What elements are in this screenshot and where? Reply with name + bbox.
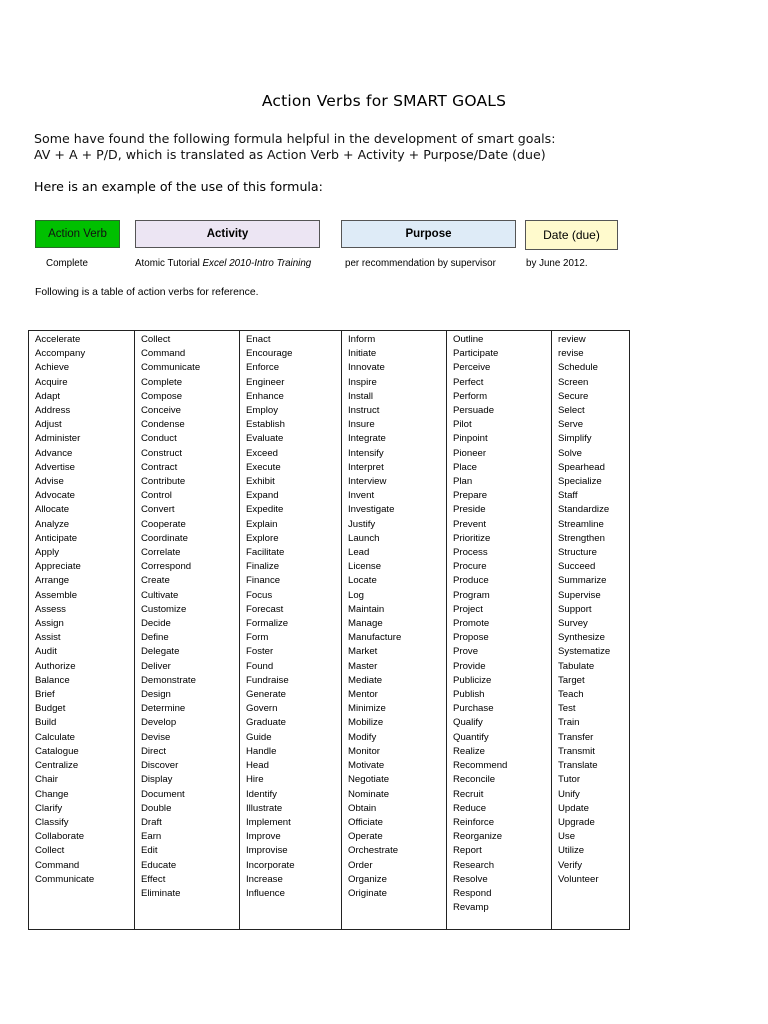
verb-item: Delegate (141, 646, 180, 658)
verb-item: Cooperate (141, 518, 186, 530)
intro-line-3: Here is an example of the use of this formula: (34, 179, 323, 194)
verb-item: Innovate (348, 362, 385, 374)
verb-item: Exceed (246, 447, 278, 459)
verb-item: Audit (35, 646, 57, 658)
verb-item: Support (558, 603, 592, 615)
verb-item: Edit (141, 845, 158, 857)
verb-item: Construct (141, 447, 183, 459)
verb-item: Coordinate (141, 532, 188, 544)
verb-item: Employ (246, 405, 278, 417)
verb-item: Educate (141, 859, 177, 871)
verb-item: Outline (453, 334, 484, 345)
verb-item: Instruct (348, 405, 380, 417)
verb-column-2 (135, 331, 240, 929)
verb-item: Expand (246, 490, 279, 502)
verb-item: Integrate (348, 433, 386, 445)
verb-item: Assess (35, 603, 66, 615)
verb-item: Command (35, 859, 80, 871)
verb-item: License (348, 561, 382, 573)
verb-item: Reconcile (453, 774, 496, 786)
verb-column-4 (342, 331, 447, 929)
verb-item: Facilitate (246, 547, 285, 559)
verb-item: Pioneer (453, 447, 487, 459)
verb-item: Appreciate (35, 561, 81, 573)
verb-item: Standardize (558, 504, 610, 516)
verb-item: Target (558, 674, 585, 686)
verb-item: Survey (558, 618, 588, 630)
verb-item: Reinforce (453, 816, 495, 828)
verb-item: Increase (246, 873, 283, 885)
verb-item: Improve (246, 831, 281, 843)
verb-item: Complete (141, 376, 183, 388)
verb-item: Generate (246, 689, 287, 701)
verb-item: Demonstrate (141, 674, 196, 686)
verb-item: Condense (141, 419, 185, 431)
verb-item: Draft (141, 816, 162, 828)
verb-item: Investigate (348, 504, 395, 516)
verb-item: Forecast (246, 603, 284, 615)
verb-item: Prioritize (453, 532, 491, 544)
intro-text (34, 131, 555, 163)
verb-item: Log (348, 589, 365, 601)
table-intro: Following is a table of action verbs for reference. (35, 287, 259, 298)
verb-item: Process (453, 547, 488, 559)
verb-item: Supervise (558, 589, 601, 601)
verb-item: review (558, 334, 586, 345)
verb-item: Collect (141, 334, 171, 345)
verb-item: Collaborate (35, 831, 85, 843)
verb-item: Officiate (348, 816, 384, 828)
action-verb-box: Action Verb (35, 220, 120, 248)
verb-item: Conduct (141, 433, 177, 445)
verb-item: Define (141, 632, 169, 644)
verb-item: Test (558, 703, 576, 715)
verb-item: Publish (453, 689, 485, 701)
verb-item: Enact (246, 334, 271, 345)
verb-item: Place (453, 461, 477, 473)
verb-item: Research (453, 859, 495, 871)
verb-item: Monitor (348, 745, 380, 757)
verb-item: Nominate (348, 788, 390, 800)
verb-item: Plan (453, 476, 473, 488)
verb-item: Document (141, 788, 185, 800)
verb-item: Tutor (558, 774, 581, 786)
verb-item: Display (141, 774, 173, 786)
verb-item: Improvise (246, 845, 288, 857)
verb-item: Assemble (35, 589, 78, 601)
verb-item: Realize (453, 745, 485, 757)
verb-item: Modify (348, 731, 377, 743)
verb-item: Program (453, 589, 490, 601)
verb-column-3 (240, 331, 342, 929)
verb-item: Qualify (453, 717, 483, 729)
action-verbs-table (28, 330, 630, 930)
verb-item: Serve (558, 419, 584, 431)
verb-item: Expedite (246, 504, 284, 516)
verb-item: Train (558, 717, 580, 729)
verb-item: Determine (141, 703, 186, 715)
verb-item: Lead (348, 547, 370, 559)
verb-item: Encourage (246, 348, 293, 360)
verb-item: Prepare (453, 490, 488, 502)
verb-item: Correlate (141, 547, 181, 559)
verb-item: Transfer (558, 731, 594, 743)
verb-item: Upgrade (558, 816, 595, 828)
verb-item: Market (348, 646, 378, 658)
verb-item: Install (348, 390, 374, 402)
verb-item: Customize (141, 603, 187, 615)
verb-item: Earn (141, 831, 162, 843)
verb-item: Formalize (246, 618, 289, 630)
verb-item: Spearhead (558, 461, 605, 473)
verb-item: Administer (35, 433, 81, 445)
verb-item: Advocate (35, 490, 76, 502)
verb-column-1 (29, 331, 135, 929)
verb-item: Centralize (35, 760, 79, 772)
verb-item: Explore (246, 532, 279, 544)
verb-item: Accelerate (35, 334, 81, 345)
verb-item: Classify (35, 816, 69, 828)
verb-item: Analyze (35, 518, 70, 530)
verb-item: Double (141, 802, 172, 814)
verb-item: Create (141, 575, 170, 587)
verb-item: Manufacture (348, 632, 402, 644)
verb-item: Compose (141, 390, 183, 402)
verb-item: Handle (246, 745, 277, 757)
verb-item: Mediate (348, 674, 383, 686)
verb-item: Interpret (348, 461, 384, 473)
verb-item: Command (141, 348, 186, 360)
verb-item: Structure (558, 547, 597, 559)
verb-item: Succeed (558, 561, 596, 573)
verb-item: Participate (453, 348, 499, 360)
verb-item: Master (348, 660, 378, 672)
verb-item: Originate (348, 887, 387, 899)
verb-item: Conceive (141, 405, 181, 417)
verb-item: Simplify (558, 433, 592, 445)
verb-item: Project (453, 603, 483, 615)
verb-item: Orchestrate (348, 845, 399, 857)
verb-item: Effect (141, 873, 166, 885)
verb-item: Invent (348, 490, 375, 502)
verb-item: Order (348, 859, 373, 871)
verb-item: Secure (558, 390, 589, 402)
verb-item: Pinpoint (453, 433, 488, 445)
verb-item: Report (453, 845, 482, 857)
verb-item: Recruit (453, 788, 484, 800)
verb-item: Negotiate (348, 774, 390, 786)
verb-item: Engineer (246, 376, 285, 388)
verb-item: Convert (141, 504, 175, 516)
verb-item: Control (141, 490, 172, 502)
verb-item: Utilize (558, 845, 585, 857)
verb-item: Pilot (453, 419, 472, 431)
verb-item: Explain (246, 518, 278, 530)
verb-item: Decide (141, 618, 171, 630)
verb-item: Graduate (246, 717, 287, 729)
verb-item: Use (558, 831, 576, 843)
verb-item: Promote (453, 618, 490, 630)
verb-item: Mobilize (348, 717, 384, 729)
verb-item: Finance (246, 575, 281, 587)
verb-item: Communicate (141, 362, 201, 374)
verb-item: Achieve (35, 362, 70, 374)
example-action-verb: Complete (46, 258, 88, 269)
verb-item: Incorporate (246, 859, 295, 871)
verb-item: Enhance (246, 390, 284, 402)
verb-item: Evaluate (246, 433, 284, 445)
verb-item: Strengthen (558, 532, 605, 544)
verb-item: Systematize (558, 646, 611, 658)
verb-item: Launch (348, 532, 380, 544)
verb-item: Perform (453, 390, 488, 402)
verb-item: Teach (558, 689, 584, 701)
verb-item: Obtain (348, 802, 377, 814)
verb-item: Deliver (141, 660, 171, 672)
verb-item: Cultivate (141, 589, 179, 601)
verb-item: Synthesize (558, 632, 605, 644)
verb-item: Persuade (453, 405, 495, 417)
verb-item: Translate (558, 760, 598, 772)
verb-item: Communicate (35, 873, 95, 885)
verb-item: Perceive (453, 362, 491, 374)
verb-item: Maintain (348, 603, 385, 615)
verb-item: Advertise (35, 461, 75, 473)
verb-item: Illustrate (246, 802, 283, 814)
verb-item: Direct (141, 745, 167, 757)
verb-item: Focus (246, 589, 273, 601)
verb-column-6 (552, 331, 629, 929)
verb-item: Exhibit (246, 476, 275, 488)
verb-item: Reorganize (453, 831, 503, 843)
verb-item: Enforce (246, 362, 280, 374)
verb-item: Justify (348, 518, 376, 530)
example-activity-course: Excel 2010-Intro Training (202, 258, 312, 269)
verb-item: Fundraise (246, 674, 289, 686)
verb-item: Solve (558, 447, 582, 459)
verb-item: Quantify (453, 731, 489, 743)
verb-item: Anticipate (35, 532, 78, 544)
intro-line-1: Some have found the following formula helpful in the development of smart goals: (34, 131, 556, 146)
verb-item: Catalogue (35, 745, 79, 757)
page-title: Action Verbs for SMART GOALS (261, 92, 507, 110)
verb-item: Prevent (453, 518, 487, 530)
verb-item: Eliminate (141, 887, 181, 899)
verb-item: Hire (246, 774, 264, 786)
verb-item: Motivate (348, 760, 385, 772)
verb-item: Recommend (453, 760, 508, 772)
verb-item: Contract (141, 461, 178, 473)
verb-item: Manage (348, 618, 383, 630)
verb-item: Inspire (348, 376, 377, 388)
verb-item: Preside (453, 504, 486, 516)
verb-column-5 (447, 331, 552, 929)
verb-item: Adapt (35, 390, 61, 402)
verb-item: Mentor (348, 689, 378, 701)
verb-item: Establish (246, 419, 285, 431)
verb-item: Develop (141, 717, 177, 729)
example-activity-prefix: Atomic Tutorial (135, 258, 203, 269)
verb-item: Address (35, 405, 71, 417)
verb-item: Verify (558, 859, 582, 871)
date-box: Date (due) (525, 220, 618, 250)
verb-item: Brief (35, 689, 55, 701)
verb-item: Balance (35, 674, 70, 686)
verb-item: Govern (246, 703, 278, 715)
verb-item: Clarify (35, 802, 63, 814)
verb-item: Staff (558, 490, 578, 502)
verb-item: Produce (453, 575, 489, 587)
verb-item: Found (246, 660, 274, 672)
verb-item: Streamline (558, 518, 604, 530)
verb-item: Organize (348, 873, 387, 885)
verb-item: Calculate (35, 731, 75, 743)
verb-item: Execute (246, 461, 281, 473)
verb-item: Tabulate (558, 660, 595, 672)
verb-item: Guide (246, 731, 272, 743)
verb-item: Accompany (35, 348, 86, 360)
verb-item: Apply (35, 547, 59, 559)
verb-item: Change (35, 788, 69, 800)
verb-item: Build (35, 717, 57, 729)
verb-item: Summarize (558, 575, 607, 587)
verb-item: Head (246, 760, 269, 772)
verb-item: Budget (35, 703, 66, 715)
verb-item: Initiate (348, 348, 377, 360)
verb-item: Transmit (558, 745, 595, 757)
verb-item: Form (246, 632, 269, 644)
verb-item: Finalize (246, 561, 280, 573)
purpose-box: Purpose (341, 220, 516, 248)
verb-item: Advance (35, 447, 73, 459)
verb-item: Minimize (348, 703, 386, 715)
verb-item: Implement (246, 816, 291, 828)
example-activity (135, 258, 311, 269)
verb-item: Collect (35, 845, 65, 857)
verb-item: Specialize (558, 476, 602, 488)
verb-item: Advise (35, 476, 64, 488)
verb-item: Devise (141, 731, 171, 743)
verb-item: Locate (348, 575, 377, 587)
verb-item: Propose (453, 632, 489, 644)
verb-item: Correspond (141, 561, 192, 573)
verb-item: Select (558, 405, 585, 417)
verb-item: Reduce (453, 802, 487, 814)
example-date: by June 2012. (526, 258, 588, 269)
verb-item: Resolve (453, 873, 488, 885)
verb-item: Provide (453, 660, 486, 672)
verb-item: Insure (348, 419, 375, 431)
verb-item: Intensify (348, 447, 384, 459)
verb-item: Interview (348, 476, 387, 488)
verb-item: Allocate (35, 504, 70, 516)
verb-item: Assist (35, 632, 61, 644)
verb-item: Influence (246, 887, 285, 899)
activity-box: Activity (135, 220, 320, 248)
verb-item: Unify (558, 788, 580, 800)
verb-item: Arrange (35, 575, 70, 587)
verb-item: Prove (453, 646, 479, 658)
verb-item: Revamp (453, 902, 489, 914)
verb-item: Update (558, 802, 589, 814)
verb-item: Adjust (35, 419, 62, 431)
verb-item: Schedule (558, 362, 599, 374)
verb-item: Publicize (453, 674, 492, 686)
verb-item: Design (141, 689, 171, 701)
verb-item: Contribute (141, 476, 186, 488)
verb-item: Discover (141, 760, 179, 772)
verb-item: Identify (246, 788, 277, 800)
verb-item: Acquire (35, 376, 68, 388)
verb-item: revise (558, 348, 584, 360)
verb-item: Assign (35, 618, 64, 630)
verb-item: Screen (558, 376, 589, 388)
verb-item: Procure (453, 561, 487, 573)
intro-line-2: AV + A + P/D, which is translated as Action Verb + Activity + Purpose/Date (due) (34, 147, 546, 162)
example-purpose: per recommendation by supervisor (345, 258, 496, 269)
verb-item: Foster (246, 646, 274, 658)
verb-item: Authorize (35, 660, 76, 672)
verb-item: Perfect (453, 376, 484, 388)
verb-item: Purchase (453, 703, 494, 715)
verb-item: Operate (348, 831, 383, 843)
verb-item: Inform (348, 334, 376, 345)
verb-item: Volunteer (558, 873, 599, 885)
verb-item: Chair (35, 774, 58, 786)
verb-item: Respond (453, 887, 492, 899)
